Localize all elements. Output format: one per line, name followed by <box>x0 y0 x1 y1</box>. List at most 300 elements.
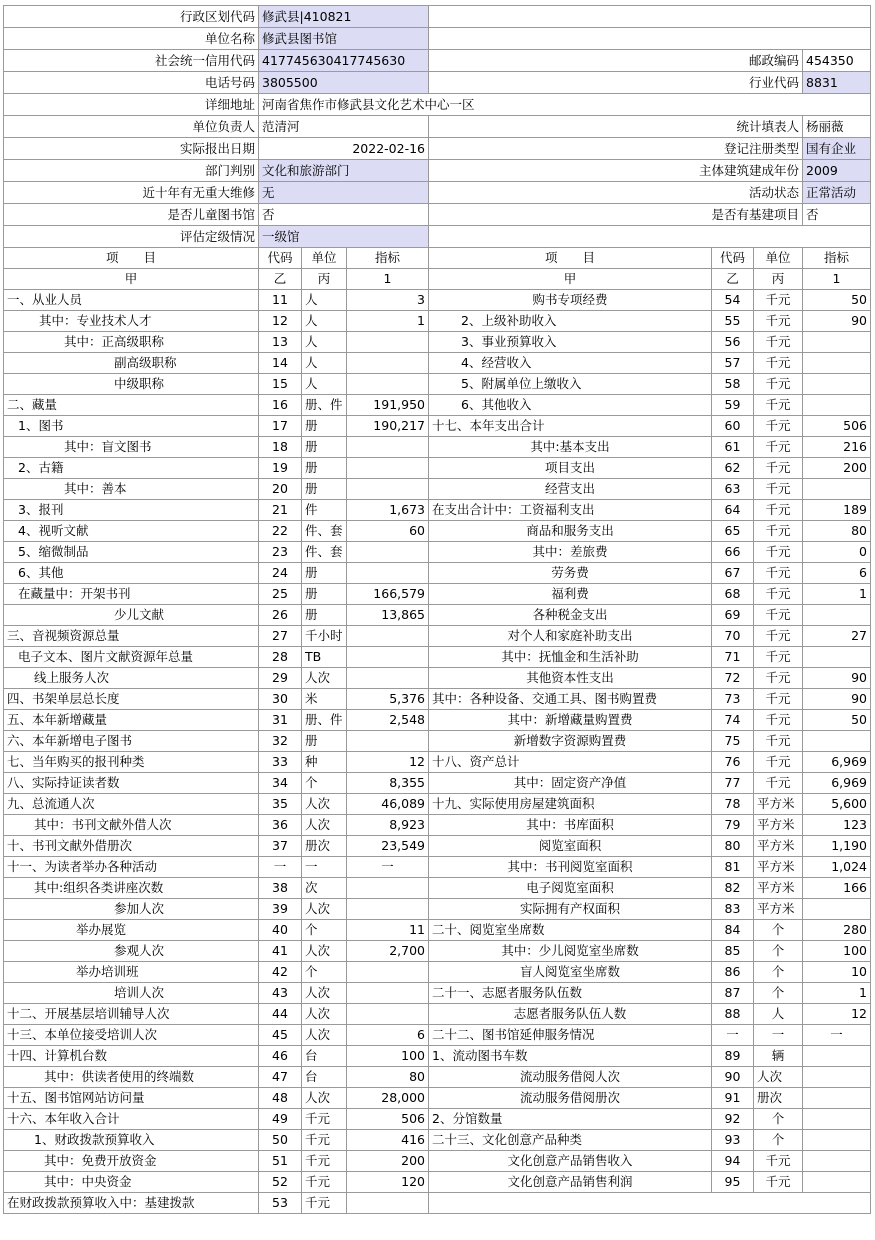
item-label: 电子阅览室面积 <box>429 878 712 899</box>
item-label: 阅览室面积 <box>429 836 712 857</box>
item-value[interactable] <box>347 479 429 500</box>
item-unit: 千元 <box>754 416 803 437</box>
item-unit: TB <box>302 647 347 668</box>
item-code: 62 <box>712 458 754 479</box>
item-value[interactable]: 50 <box>803 290 871 311</box>
item-unit: 千元 <box>302 1193 347 1214</box>
field-label: 是否儿童图书馆 <box>4 204 259 226</box>
field-value[interactable]: 无 <box>259 182 429 204</box>
table-row <box>4 521 871 542</box>
item-label: 中级职称 <box>4 374 259 395</box>
column-header-row <box>4 248 871 269</box>
header-row <box>4 72 871 94</box>
table-row <box>4 878 871 899</box>
item-value[interactable] <box>347 458 429 479</box>
item-label: 其中：中央资金 <box>4 1172 259 1193</box>
item-value[interactable]: 90 <box>803 311 871 332</box>
item-label: 少儿文献 <box>4 605 259 626</box>
item-value[interactable] <box>803 1130 871 1151</box>
item-value[interactable]: 3 <box>347 290 429 311</box>
item-code: 12 <box>259 311 302 332</box>
item-value[interactable]: 189 <box>803 500 871 521</box>
field-value[interactable]: 否 <box>803 204 871 226</box>
item-code: 85 <box>712 941 754 962</box>
item-code: 43 <box>259 983 302 1004</box>
item-value[interactable] <box>347 563 429 584</box>
item-unit: 册 <box>302 584 347 605</box>
item-code: 76 <box>712 752 754 773</box>
field-label: 部门判别 <box>4 160 259 182</box>
item-value[interactable] <box>347 899 429 920</box>
field-value[interactable]: 国有企业 <box>803 138 871 160</box>
table-row <box>4 794 871 815</box>
item-value[interactable] <box>347 731 429 752</box>
item-label: 流动服务借阅册次 <box>429 1088 712 1109</box>
field-label: 活动状态 <box>429 182 803 204</box>
header-row <box>4 116 871 138</box>
table-row <box>4 731 871 752</box>
item-code: 31 <box>259 710 302 731</box>
item-unit: 册、件 <box>302 395 347 416</box>
item-code: 93 <box>712 1130 754 1151</box>
item-value[interactable] <box>347 647 429 668</box>
item-label: 3、报刊 <box>4 500 259 521</box>
item-value[interactable]: 28,000 <box>347 1088 429 1109</box>
item-value[interactable]: 100 <box>803 941 871 962</box>
item-unit: 千元 <box>754 311 803 332</box>
item-value[interactable]: 1 <box>803 584 871 605</box>
item-code: 20 <box>259 479 302 500</box>
item-value[interactable]: 46,089 <box>347 794 429 815</box>
table-row <box>4 332 871 353</box>
field-value[interactable]: 修武县|410821 <box>259 6 429 28</box>
table-row <box>4 563 871 584</box>
item-value[interactable] <box>347 962 429 983</box>
column-header: 乙 <box>259 269 302 290</box>
item-value[interactable]: 13,865 <box>347 605 429 626</box>
item-label: 其中:基本支出 <box>429 437 712 458</box>
item-value[interactable]: 12 <box>347 752 429 773</box>
item-code: 33 <box>259 752 302 773</box>
column-header: 乙 <box>712 269 754 290</box>
item-unit: 平方米 <box>754 794 803 815</box>
item-value[interactable] <box>803 395 871 416</box>
item-unit: 千元 <box>754 584 803 605</box>
item-code: 39 <box>259 899 302 920</box>
item-unit: 千元 <box>754 290 803 311</box>
item-unit: 千元 <box>302 1130 347 1151</box>
item-value[interactable]: 200 <box>347 1151 429 1172</box>
column-header: 指标 <box>347 248 429 269</box>
item-code: 67 <box>712 563 754 584</box>
item-value[interactable] <box>803 731 871 752</box>
item-value[interactable]: 1 <box>803 983 871 1004</box>
item-value[interactable]: 8,355 <box>347 773 429 794</box>
table-row <box>4 752 871 773</box>
item-label: 1、流动图书车数 <box>429 1046 712 1067</box>
item-code: 36 <box>259 815 302 836</box>
item-value[interactable] <box>803 1067 871 1088</box>
field-value[interactable]: 文化和旅游部门 <box>259 160 429 182</box>
item-code: 74 <box>712 710 754 731</box>
field-label: 行政区划代码 <box>4 6 259 28</box>
item-code: 69 <box>712 605 754 626</box>
item-code: 61 <box>712 437 754 458</box>
item-label: 流动服务借阅人次 <box>429 1067 712 1088</box>
item-label: 2、上级补助收入 <box>429 311 712 332</box>
item-value[interactable] <box>803 1046 871 1067</box>
field-value[interactable]: 454350 <box>803 50 871 72</box>
item-label: 其中：少儿阅览室坐席数 <box>429 941 712 962</box>
item-value[interactable]: 123 <box>803 815 871 836</box>
item-label: 十四、计算机台数 <box>4 1046 259 1067</box>
item-value[interactable] <box>347 374 429 395</box>
item-code: 51 <box>259 1151 302 1172</box>
header-row <box>4 94 871 116</box>
item-code: 50 <box>259 1130 302 1151</box>
item-value[interactable]: 27 <box>803 626 871 647</box>
table-row <box>4 605 871 626</box>
item-label: 十六、本年收入合计 <box>4 1109 259 1130</box>
item-unit: 个 <box>302 773 347 794</box>
item-value[interactable]: 416 <box>347 1130 429 1151</box>
item-value[interactable]: 一 <box>347 857 429 878</box>
table-row <box>4 647 871 668</box>
header-row <box>4 182 871 204</box>
empty-cell <box>429 28 871 50</box>
item-unit: 人次 <box>754 1067 803 1088</box>
item-unit: 千元 <box>754 1172 803 1193</box>
field-label: 统计填表人 <box>429 116 803 138</box>
field-value[interactable]: 2009 <box>803 160 871 182</box>
item-unit: 个 <box>754 1130 803 1151</box>
item-code: 35 <box>259 794 302 815</box>
item-code: 23 <box>259 542 302 563</box>
column-header: 丙 <box>754 269 803 290</box>
item-label: 十九、实际使用房屋建筑面积 <box>429 794 712 815</box>
item-value[interactable] <box>347 626 429 647</box>
item-unit: 人次 <box>302 668 347 689</box>
item-label: 其中：抚恤金和生活补助 <box>429 647 712 668</box>
table-row <box>4 1151 871 1172</box>
item-label: 5、缩微制品 <box>4 542 259 563</box>
item-label: 对个人和家庭补助支出 <box>429 626 712 647</box>
item-unit: 米 <box>302 689 347 710</box>
item-code: 52 <box>259 1172 302 1193</box>
field-value[interactable]: 正常活动 <box>803 182 871 204</box>
item-label: 其中：正高级职称 <box>4 332 259 353</box>
item-value[interactable]: 1,190 <box>803 836 871 857</box>
item-value[interactable] <box>347 353 429 374</box>
item-code: 42 <box>259 962 302 983</box>
item-value[interactable] <box>803 332 871 353</box>
field-value[interactable]: 否 <box>259 204 429 226</box>
item-unit: 千元 <box>754 458 803 479</box>
item-value[interactable] <box>347 1004 429 1025</box>
item-value[interactable]: 90 <box>803 689 871 710</box>
item-code: 47 <box>259 1067 302 1088</box>
item-value[interactable] <box>347 668 429 689</box>
item-unit: 人次 <box>302 899 347 920</box>
item-unit: 人次 <box>302 1004 347 1025</box>
table-row <box>4 836 871 857</box>
item-label: 一、从业人员 <box>4 290 259 311</box>
item-value[interactable]: 100 <box>347 1046 429 1067</box>
item-code: 70 <box>712 626 754 647</box>
item-label: 九、总流通人次 <box>4 794 259 815</box>
item-code: 37 <box>259 836 302 857</box>
item-value[interactable]: 190,217 <box>347 416 429 437</box>
item-value[interactable]: 191,950 <box>347 395 429 416</box>
item-code: 88 <box>712 1004 754 1025</box>
field-value[interactable]: 范清河 <box>259 116 429 138</box>
item-value[interactable]: 6,969 <box>803 773 871 794</box>
item-label: 1、财政拨款预算收入 <box>4 1130 259 1151</box>
item-value[interactable]: 50 <box>803 710 871 731</box>
column-header: 甲 <box>4 269 259 290</box>
item-value[interactable]: 2,700 <box>347 941 429 962</box>
item-unit: 千元 <box>754 479 803 500</box>
item-code: 89 <box>712 1046 754 1067</box>
item-code: 19 <box>259 458 302 479</box>
table-row <box>4 689 871 710</box>
item-code: 64 <box>712 500 754 521</box>
item-code: 25 <box>259 584 302 605</box>
item-code: 一 <box>712 1025 754 1046</box>
column-subheader-row <box>4 269 871 290</box>
item-label: 其中:组织各类讲座次数 <box>4 878 259 899</box>
item-label: 举办展览 <box>4 920 259 941</box>
field-value[interactable]: 修武县图书馆 <box>259 28 429 50</box>
item-unit: 千元 <box>754 647 803 668</box>
item-value[interactable] <box>347 1193 429 1214</box>
item-label: 其中：固定资产净值 <box>429 773 712 794</box>
table-row <box>4 626 871 647</box>
item-unit: 台 <box>302 1067 347 1088</box>
item-unit: 个 <box>302 920 347 941</box>
table-row <box>4 1088 871 1109</box>
item-code: 34 <box>259 773 302 794</box>
item-unit: 个 <box>754 920 803 941</box>
item-label: 在财政拨款预算收入中：基建拨款 <box>4 1193 259 1214</box>
item-unit: 人次 <box>302 1088 347 1109</box>
item-code: 56 <box>712 332 754 353</box>
column-header: 1 <box>803 269 871 290</box>
item-label: 副高级职称 <box>4 353 259 374</box>
empty-cell <box>429 1193 871 1214</box>
column-header: 项 目 <box>429 248 712 269</box>
item-label: 二、藏量 <box>4 395 259 416</box>
item-label: 电子文本、图片文献资源年总量 <box>4 647 259 668</box>
item-value[interactable]: 11 <box>347 920 429 941</box>
item-value[interactable] <box>803 374 871 395</box>
item-unit: 千元 <box>754 731 803 752</box>
item-value[interactable] <box>803 1109 871 1130</box>
item-value[interactable]: 8,923 <box>347 815 429 836</box>
item-value[interactable]: 6 <box>347 1025 429 1046</box>
item-code: 46 <box>259 1046 302 1067</box>
item-value[interactable]: 0 <box>803 542 871 563</box>
item-code: 78 <box>712 794 754 815</box>
item-label: 其中：差旅费 <box>429 542 712 563</box>
field-value[interactable]: 3805500 <box>259 72 429 94</box>
item-code: 90 <box>712 1067 754 1088</box>
item-value[interactable]: 90 <box>803 668 871 689</box>
item-value[interactable]: 166,579 <box>347 584 429 605</box>
item-label: 5、附属单位上缴收入 <box>429 374 712 395</box>
item-value[interactable]: 80 <box>347 1067 429 1088</box>
field-label: 主体建筑建成年份 <box>429 160 803 182</box>
item-value[interactable]: 506 <box>803 416 871 437</box>
field-label: 单位名称 <box>4 28 259 50</box>
item-label: 其他资本性支出 <box>429 668 712 689</box>
item-value[interactable]: 120 <box>347 1172 429 1193</box>
item-unit: 千元 <box>754 626 803 647</box>
table-row <box>4 353 871 374</box>
item-unit: 千元 <box>302 1109 347 1130</box>
item-value[interactable] <box>803 605 871 626</box>
table-row <box>4 1172 871 1193</box>
item-unit: 千元 <box>754 437 803 458</box>
item-value[interactable] <box>347 878 429 899</box>
item-value[interactable]: 216 <box>803 437 871 458</box>
item-value[interactable]: 2,548 <box>347 710 429 731</box>
item-value[interactable]: 60 <box>347 521 429 542</box>
item-unit: 千元 <box>754 521 803 542</box>
item-code: 65 <box>712 521 754 542</box>
item-label: 十八、资产总计 <box>429 752 712 773</box>
item-value[interactable]: 6,969 <box>803 752 871 773</box>
table-row <box>4 542 871 563</box>
item-unit: 人次 <box>302 941 347 962</box>
table-row <box>4 815 871 836</box>
item-value[interactable]: 23,549 <box>347 836 429 857</box>
table-row <box>4 1025 871 1046</box>
table-row <box>4 458 871 479</box>
item-unit: 千元 <box>302 1172 347 1193</box>
item-unit: 千元 <box>754 605 803 626</box>
item-value[interactable] <box>347 542 429 563</box>
item-value[interactable]: 80 <box>803 521 871 542</box>
item-code: 38 <box>259 878 302 899</box>
item-value[interactable]: 5,600 <box>803 794 871 815</box>
item-value[interactable]: 10 <box>803 962 871 983</box>
item-code: 63 <box>712 479 754 500</box>
item-label: 2、分馆数量 <box>429 1109 712 1130</box>
item-label: 商品和服务支出 <box>429 521 712 542</box>
column-header: 单位 <box>302 248 347 269</box>
item-value[interactable]: 166 <box>803 878 871 899</box>
item-value[interactable] <box>803 479 871 500</box>
field-value[interactable]: 2022-02-16 <box>259 138 429 160</box>
item-code: 22 <box>259 521 302 542</box>
item-value[interactable] <box>803 1172 871 1193</box>
item-value[interactable]: 1 <box>347 311 429 332</box>
item-code: 28 <box>259 647 302 668</box>
field-value[interactable]: 河南省焦作市修武县文化艺术中心一区 <box>259 94 871 116</box>
item-value[interactable]: 1,673 <box>347 500 429 521</box>
item-unit: 千小时 <box>302 626 347 647</box>
item-value[interactable] <box>347 437 429 458</box>
item-value[interactable]: 280 <box>803 920 871 941</box>
field-label: 是否有基建项目 <box>429 204 803 226</box>
item-unit: 人次 <box>302 815 347 836</box>
item-unit: 人次 <box>302 1025 347 1046</box>
table-row <box>4 1193 871 1214</box>
item-value[interactable]: 200 <box>803 458 871 479</box>
item-code: 48 <box>259 1088 302 1109</box>
item-unit: 千元 <box>754 563 803 584</box>
column-header: 指标 <box>803 248 871 269</box>
item-value[interactable] <box>347 983 429 1004</box>
item-value[interactable] <box>803 647 871 668</box>
item-label: 线上服务人次 <box>4 668 259 689</box>
item-value[interactable]: 6 <box>803 563 871 584</box>
item-value[interactable]: 一 <box>803 1025 871 1046</box>
item-label: 十七、本年支出合计 <box>429 416 712 437</box>
item-unit: 次 <box>302 878 347 899</box>
item-value[interactable]: 5,376 <box>347 689 429 710</box>
item-code: 21 <box>259 500 302 521</box>
field-value[interactable]: 杨丽薇 <box>803 116 871 138</box>
item-code: 95 <box>712 1172 754 1193</box>
item-unit: 人 <box>302 311 347 332</box>
item-unit: 册 <box>302 731 347 752</box>
item-label: 其中：书刊阅览室面积 <box>429 857 712 878</box>
table-row <box>4 374 871 395</box>
field-label: 详细地址 <box>4 94 259 116</box>
item-unit: 个 <box>302 962 347 983</box>
field-value[interactable]: 8831 <box>803 72 871 94</box>
table-row <box>4 416 871 437</box>
table-row <box>4 1130 871 1151</box>
item-unit: 一 <box>754 1025 803 1046</box>
item-code: 58 <box>712 374 754 395</box>
item-label: 福利费 <box>429 584 712 605</box>
field-value[interactable]: 417745630417745630 <box>259 50 429 72</box>
item-value[interactable] <box>803 353 871 374</box>
item-unit: 人 <box>302 290 347 311</box>
item-label: 十、书刊文献外借册次 <box>4 836 259 857</box>
field-label: 电话号码 <box>4 72 259 94</box>
item-code: 59 <box>712 395 754 416</box>
item-unit: 千元 <box>754 668 803 689</box>
field-label: 单位负责人 <box>4 116 259 138</box>
item-unit: 册 <box>302 458 347 479</box>
table-row <box>4 920 871 941</box>
item-value[interactable]: 1,024 <box>803 857 871 878</box>
field-value[interactable]: 一级馆 <box>259 226 429 248</box>
item-value[interactable] <box>347 332 429 353</box>
item-value[interactable]: 506 <box>347 1109 429 1130</box>
item-value[interactable] <box>803 1088 871 1109</box>
item-code: 91 <box>712 1088 754 1109</box>
item-label: 八、实际持证读者数 <box>4 773 259 794</box>
item-code: 44 <box>259 1004 302 1025</box>
item-code: 77 <box>712 773 754 794</box>
item-code: 79 <box>712 815 754 836</box>
item-code: 29 <box>259 668 302 689</box>
item-label: 三、音视频资源总量 <box>4 626 259 647</box>
item-value[interactable] <box>803 1151 871 1172</box>
item-code: 75 <box>712 731 754 752</box>
item-unit: 人次 <box>302 794 347 815</box>
item-value[interactable] <box>803 899 871 920</box>
item-value[interactable]: 12 <box>803 1004 871 1025</box>
table-row <box>4 1004 871 1025</box>
item-code: 41 <box>259 941 302 962</box>
item-unit: 册 <box>302 416 347 437</box>
